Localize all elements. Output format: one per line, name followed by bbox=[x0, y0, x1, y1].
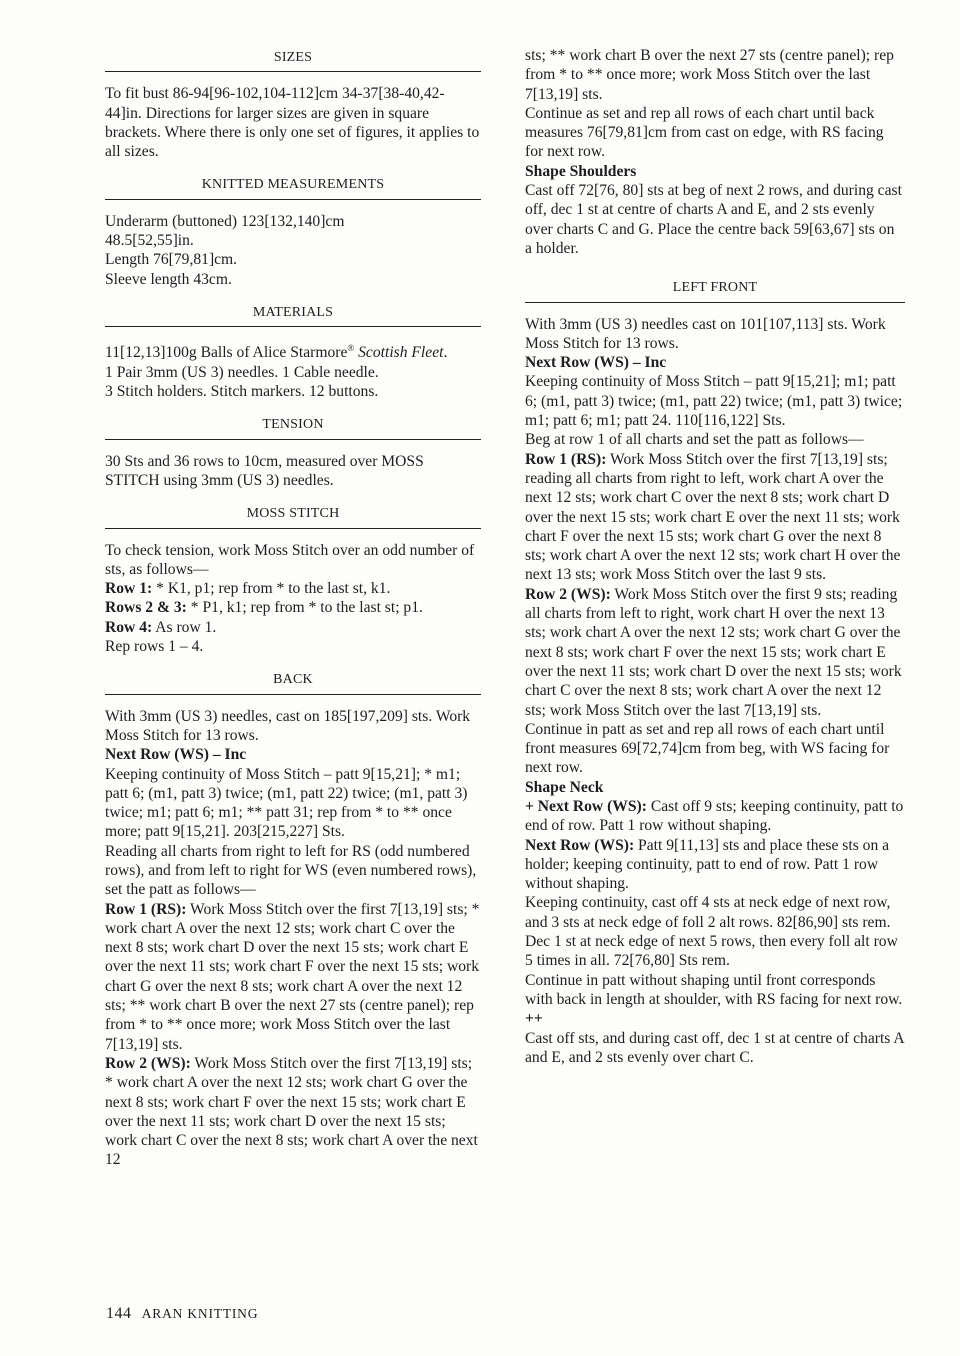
neck-continue bbox=[525, 971, 905, 1029]
row-text: Work Moss Stitch over the first 7[13,19] sts; * work chart A over the next 12 sts; work chart C over the next 8 sts; work chart D over the next 15 sts; work chart E over the next 11 sts; work chart F over the next 15 sts; work chart G over the next 8 sts; work chart A over the next 12 sts; ** work chart B over the next 27 sts (centre panel); rep from * to ** once more; work Moss Stitch over the last 7[13,19] sts. bbox=[105, 900, 480, 1053]
back-row-2 bbox=[105, 1054, 481, 1170]
cast-off: Cast off sts, and during cast off, dec 1 st at centre of charts A and E, and 2 sts evenly over chart C. bbox=[525, 1029, 904, 1066]
back-section bbox=[105, 670, 481, 1169]
sizes-text: To fit bust 86-94[96-102,104-112]cm 34-37[38-40,42-44]in. Directions for larger sizes are given in square brackets. Where there is only one set of figures, it applies to all sizes. bbox=[105, 85, 480, 161]
back-continue: Continue as set and rep all rows of each chart until back measures 76[79,81]cm from cast on edge, with RS facing for next row. bbox=[525, 104, 884, 161]
shape-neck-label: Shape Neck bbox=[525, 778, 604, 796]
left-column bbox=[105, 48, 481, 1184]
back-next-row-label: Next Row (WS) – Inc bbox=[105, 746, 247, 764]
sizes-section bbox=[105, 48, 481, 161]
row-text: * K1, p1; rep from * to the last st, k1. bbox=[152, 580, 391, 598]
measurements-heading: KNITTED MEASUREMENTS bbox=[105, 175, 481, 199]
page-footer bbox=[106, 1305, 258, 1323]
row-text: Work Moss Stitch over the first 7[13,19] sts; reading all charts from right to left, work chart A over the next 12 sts; work chart C over the next 8 sts; work chart D over the next 15 sts; work chart E over the next 11 sts; work chart F over the next 15 sts; work chart G over the next 8 sts; work chart A over the next 12 sts; work chart H over the next 13 sts; work Moss Stitch over the last 9 sts. bbox=[525, 450, 901, 584]
back-cast-on: With 3mm (US 3) needles, cast on 185[197,209] sts. Work Moss Stitch for 13 rows. bbox=[105, 707, 471, 744]
lf-cast-on: With 3mm (US 3) needles cast on 101[107,113] sts. Work Moss Stitch for 13 rows. bbox=[525, 315, 886, 352]
sizes-heading: SIZES bbox=[105, 48, 481, 72]
lf-next-row-text: Keeping continuity of Moss Stitch – patt 9[15,21]; m1; patt 6; (m1, patt 3) twice; (m1, patt 22) twice; (m1, patt 3) twice; m1; patt 6; m1; patt 24. 110[116,122] Sts. bbox=[525, 373, 903, 430]
lf-next-row-label: Next Row (WS) – Inc bbox=[525, 354, 667, 372]
measurement-line: Length 76[79,81]cm. bbox=[105, 251, 238, 269]
moss-row-1 bbox=[105, 579, 481, 598]
back-next-row-text: Keeping continuity of Moss Stitch – patt 9[15,21]; * m1; patt 6; (m1, patt 3) twice; (m1, patt 22) twice; (m1, patt 3) twice; m1; patt 6; m1; ** patt 31; rep from * to ** once more; patt 9[15,21]. 203[215,227] Sts. bbox=[105, 765, 468, 841]
measurements-section bbox=[105, 175, 481, 288]
left-front-heading: LEFT FRONT bbox=[525, 278, 905, 302]
row-label: Next Row (WS): bbox=[525, 836, 635, 854]
row-label: Row 4: bbox=[105, 618, 153, 636]
row-label: Row 2 (WS): bbox=[105, 1054, 191, 1072]
tension-heading: TENSION bbox=[105, 415, 481, 439]
neck-continue-mark: ++ bbox=[525, 1010, 543, 1028]
lf-continue: Continue in patt as set and rep all rows of each chart until front measures 69[72,74]cm from beg, with WS facing for next row. bbox=[525, 720, 890, 777]
moss-stitch-heading: MOSS STITCH bbox=[105, 504, 481, 528]
moss-repeat: Rep rows 1 – 4. bbox=[105, 638, 204, 656]
neck-row-2 bbox=[525, 836, 905, 894]
page-number: 144 bbox=[106, 1305, 132, 1322]
shape-shoulders-label: Shape Shoulders bbox=[525, 162, 637, 180]
back-reading: Reading all charts from right to left for RS (odd numbered rows), and from left to right for WS (even numbered rows), set the patt as follows— bbox=[105, 842, 477, 899]
registered-mark: ® bbox=[347, 343, 355, 354]
row-label: Row 1: bbox=[105, 580, 153, 598]
row-text: Work Moss Stitch over the first 9 sts; reading all charts from left to right, work chart H over the next 13 sts; work chart A over the next 12 sts; work chart G over the next 8 sts; work chart F over the next 15 sts; work chart E over the next 11 sts; work chart D over the next 15 sts; work chart C over the next 8 sts; work chart A over the next 12 sts; work Moss Stitch over the last 7[13,19] sts. bbox=[525, 585, 902, 719]
moss-row-4 bbox=[105, 618, 481, 637]
neck-continue-text: Continue in patt without shaping until front corresponds with back in length at shoulder, with RS facing for next row. bbox=[525, 971, 903, 1008]
lf-row-1 bbox=[525, 450, 905, 585]
tension-section bbox=[105, 415, 481, 490]
lf-beg: Beg at row 1 of all charts and set the patt as follows— bbox=[525, 431, 864, 449]
measurement-line: Sleeve length 43cm. bbox=[105, 270, 232, 288]
row-label: Rows 2 & 3: bbox=[105, 599, 187, 617]
row-label: Row 1 (RS): bbox=[105, 900, 187, 918]
row-label: Row 1 (RS): bbox=[525, 450, 607, 468]
yarn-suffix: . bbox=[443, 344, 448, 362]
right-column bbox=[525, 46, 905, 1081]
row-text: Patt 9[11,13] sts and place these sts on a holder; keeping continuity, patt to end of row. Patt 1 row without shaping. bbox=[525, 836, 890, 893]
lf-row-2 bbox=[525, 585, 905, 720]
tension-text: 30 Sts and 36 rows to 10cm, measured over MOSS STITCH using 3mm (US 3) needles. bbox=[105, 452, 424, 489]
materials-section bbox=[105, 303, 481, 401]
row-text: Cast off 9 sts; keeping continuity, patt to end of row. Patt 1 row without shaping. bbox=[525, 797, 904, 835]
materials-yarn bbox=[105, 339, 481, 362]
moss-stitch-section bbox=[105, 504, 481, 656]
materials-notions: 3 Stitch holders. Stitch markers. 12 buttons. bbox=[105, 383, 379, 401]
yarn-name: Scottish Fleet bbox=[354, 344, 444, 362]
row-label: + Next Row (WS): bbox=[525, 797, 647, 815]
row-text: Work Moss Stitch over the first 7[13,19] sts; * work chart A over the next 12 sts; work chart G over the next 8 sts; work chart F over the next 15 sts; work chart E over the next 11 sts; work chart D over the next 15 sts; work chart C over the next 8 sts; work chart A over the next 12 bbox=[105, 1054, 478, 1169]
measurement-line: 48.5[52,55]in. bbox=[105, 232, 194, 250]
row-text: * P1, k1; rep from * to the last st; p1. bbox=[186, 599, 423, 617]
back-row-1 bbox=[105, 900, 481, 1054]
shape-shoulders-text: Cast off 72[76, 80] sts at beg of next 2 rows, and during cast off, dec 1 st at centre of charts A and E, and 2 sts evenly over charts C and G. Place the centre back 59[63,67] sts on a holder. bbox=[525, 182, 902, 257]
materials-needles: 1 Pair 3mm (US 3) needles. 1 Cable needle. bbox=[105, 363, 379, 381]
back-cont-text: sts; ** work chart B over the next 27 sts (centre panel); rep from * to ** once more; work Moss Stitch over the last 7[13,19] sts. bbox=[525, 47, 894, 103]
book-title: ARAN KNITTING bbox=[141, 1306, 259, 1321]
materials-heading: MATERIALS bbox=[105, 303, 481, 327]
measurement-line: Underarm (buttoned) 123[132,140]cm bbox=[105, 212, 345, 230]
back-heading: BACK bbox=[105, 670, 481, 694]
row-text: As row 1. bbox=[152, 618, 217, 636]
moss-intro: To check tension, work Moss Stitch over an odd number of sts, as follows— bbox=[105, 541, 475, 578]
left-front-section bbox=[525, 278, 905, 1067]
neck-row-1 bbox=[525, 797, 905, 836]
row-label: Row 2 (WS): bbox=[525, 585, 611, 603]
yarn-prefix: 11[12,13]100g Balls of Alice Starmore bbox=[105, 344, 348, 362]
back-continued-section bbox=[525, 46, 905, 258]
moss-row-2-3 bbox=[105, 598, 481, 617]
neck-decrease: Keeping continuity, cast off 4 sts at neck edge of next row, and 3 sts at neck edge of foll 2 alt rows. 82[86,90] sts rem. Dec 1 st at neck edge of next 5 rows, then every foll alt row 5 times in all. 72[76,80] Sts rem. bbox=[525, 894, 898, 970]
